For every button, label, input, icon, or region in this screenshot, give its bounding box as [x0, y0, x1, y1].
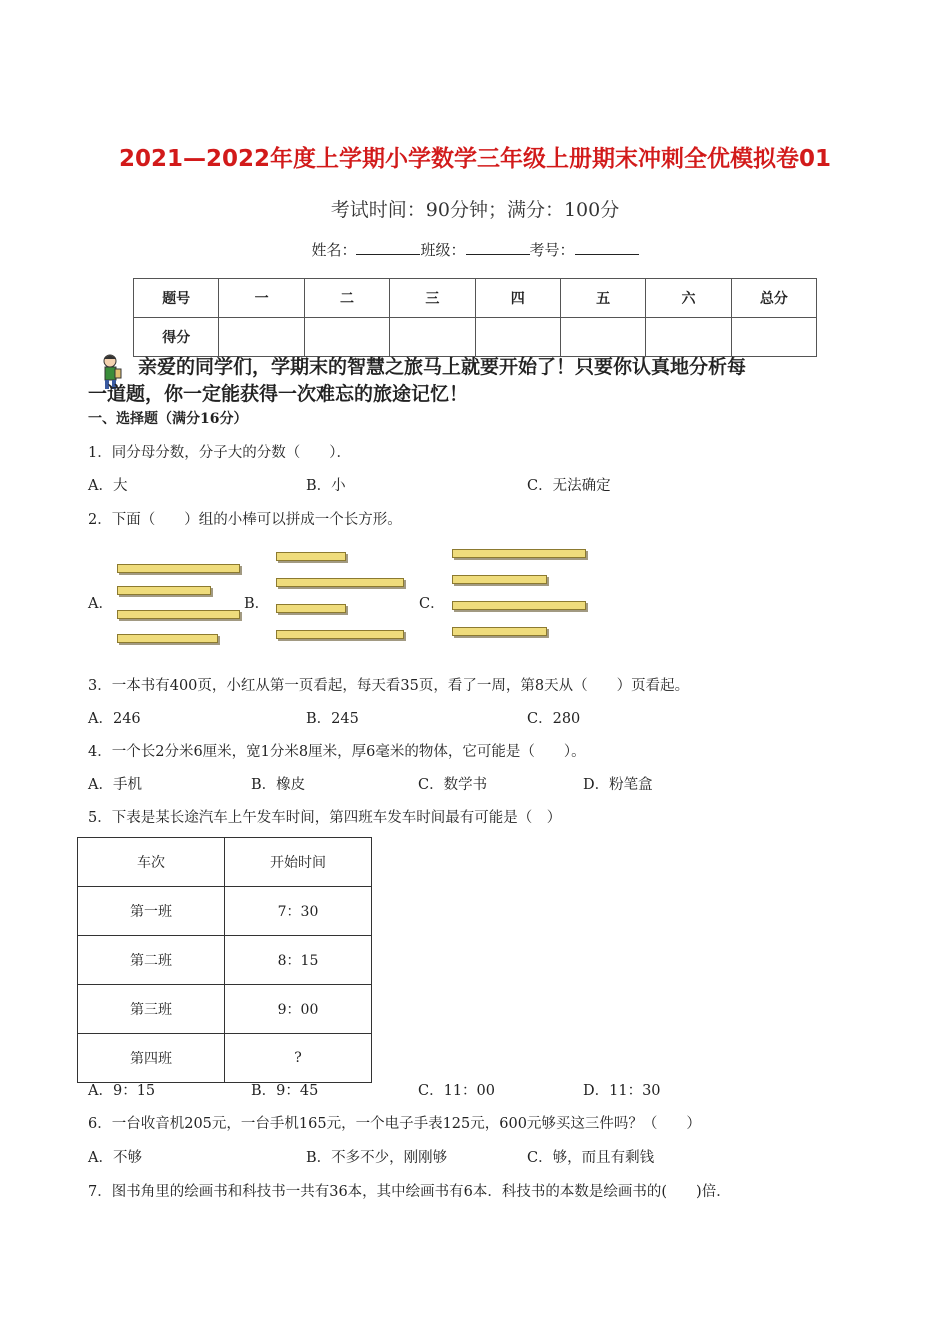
score-cell[interactable] — [390, 318, 475, 357]
class-label: 班级： — [420, 241, 466, 259]
table-cell: 第三班 — [78, 985, 225, 1034]
score-header-cell: 题号 — [134, 279, 219, 318]
q5-option-d[interactable]: D．11：30 — [583, 1083, 661, 1099]
score-header-cell: 二 — [304, 279, 389, 318]
stick — [117, 634, 218, 643]
table-cell: 7：30 — [225, 887, 372, 936]
q3-option-a[interactable]: A．246 — [88, 711, 141, 727]
q4-option-b[interactable]: B．橡皮 — [251, 777, 306, 793]
question-4: 4．一个长2分米6厘米，宽1分米8厘米，厚6毫米的物体，它可能是（ ）。 — [88, 744, 586, 760]
score-header-cell: 五 — [560, 279, 645, 318]
stick — [276, 630, 404, 639]
q4-option-d[interactable]: D．粉笔盒 — [583, 777, 653, 793]
table-cell: 第二班 — [78, 936, 225, 985]
question-6: 6．一台收音机205元，一台手机165元，一个电子手表125元，600元够买这三件吗？（ ） — [88, 1116, 701, 1132]
q4-option-c[interactable]: C．数学书 — [418, 777, 488, 793]
stick — [452, 627, 547, 636]
stick — [276, 578, 404, 587]
q2-option-c[interactable]: C． — [419, 596, 445, 612]
q1-option-a[interactable]: A．大 — [88, 478, 128, 494]
stick — [452, 601, 586, 610]
score-cell[interactable] — [560, 318, 645, 357]
stick — [276, 604, 346, 613]
page-title: 2021—2022年度上学期小学数学三年级上册期末冲刺全优模拟卷01 — [118, 146, 832, 172]
table-header-cell: 车次 — [78, 838, 225, 887]
section-heading: 一、选择题（满分16分） — [88, 411, 248, 427]
q6-option-a[interactable]: A．不够 — [88, 1150, 142, 1166]
score-cell[interactable] — [475, 318, 560, 357]
exam-subtitle: 考试时间：90分钟；满分：100分 — [330, 199, 620, 221]
score-cell[interactable] — [731, 318, 816, 357]
table-row — [78, 838, 372, 887]
stick — [117, 610, 240, 619]
question-2: 2．下面（ ）组的小棒可以拼成一个长方形。 — [88, 512, 402, 528]
table-row — [78, 985, 372, 1034]
student-info — [0, 239, 950, 260]
q3-option-b[interactable]: B．245 — [306, 711, 359, 727]
table-cell: 第四班 — [78, 1034, 225, 1083]
q4-option-a[interactable]: A．手机 — [88, 777, 142, 793]
score-header-cell: 总分 — [731, 279, 816, 318]
q2-option-b[interactable]: B． — [244, 596, 270, 612]
question-1: 1．同分母分数，分子大的分数（ ）． — [88, 445, 351, 461]
score-header-cell: 六 — [646, 279, 731, 318]
table-header-cell: 开始时间 — [225, 838, 372, 887]
question-3: 3．一本书有400页，小红从第一页看起，每天看35页，看了一周，第8天从（ ）页看起。 — [88, 678, 690, 694]
stick — [117, 586, 211, 595]
table-row — [78, 887, 372, 936]
table-cell: 9：00 — [225, 985, 372, 1034]
table-row — [78, 1034, 372, 1083]
score-header-cell: 四 — [475, 279, 560, 318]
stick — [276, 552, 346, 561]
intro-line-2: 一道题，你一定能获得一次难忘的旅途记忆！ — [88, 383, 469, 405]
score-header-row — [134, 279, 817, 318]
table-cell: 第一班 — [78, 887, 225, 936]
bus-schedule-table — [77, 837, 372, 1083]
name-blank — [356, 240, 420, 255]
q5-option-c[interactable]: C．11：00 — [418, 1083, 495, 1099]
question-7: 7．图书角里的绘画书和科技书一共有36本，其中绘画书有6本．科技书的本数是绘画书的( )倍． — [88, 1184, 731, 1200]
table-cell: ? — [225, 1034, 372, 1083]
q2-option-a[interactable]: A． — [88, 596, 113, 612]
number-blank — [575, 240, 639, 255]
question-5: 5．下表是某长途汽车上午发车时间，第四班车发车时间最有可能是（ ） — [88, 810, 562, 826]
name-label: 姓名： — [311, 241, 357, 259]
score-value-row — [134, 318, 817, 357]
number-label: 考号： — [529, 241, 575, 259]
table-cell: 8：15 — [225, 936, 372, 985]
stick — [452, 549, 586, 558]
score-row-label: 得分 — [134, 318, 219, 357]
score-cell[interactable] — [646, 318, 731, 357]
score-cell[interactable] — [219, 318, 304, 357]
score-header-cell: 三 — [390, 279, 475, 318]
q5-option-a[interactable]: A．9：15 — [88, 1083, 156, 1099]
score-table — [133, 278, 817, 357]
q1-option-b[interactable]: B．小 — [306, 478, 346, 494]
intro-line-1: 亲爱的同学们，学期末的智慧之旅马上就要开始了！只要你认真地分析每 — [138, 356, 747, 378]
q5-option-b[interactable]: B．9：45 — [251, 1083, 319, 1099]
stick — [452, 575, 547, 584]
class-blank — [466, 240, 530, 255]
q1-option-c[interactable]: C．无法确定 — [527, 478, 611, 494]
score-cell[interactable] — [304, 318, 389, 357]
stick — [117, 564, 240, 573]
table-row — [78, 936, 372, 985]
score-header-cell: 一 — [219, 279, 304, 318]
q6-option-b[interactable]: B．不多不少，刚刚够 — [306, 1150, 448, 1166]
q3-option-c[interactable]: C．280 — [527, 711, 581, 727]
q6-option-c[interactable]: C．够，而且有剩钱 — [527, 1150, 655, 1166]
